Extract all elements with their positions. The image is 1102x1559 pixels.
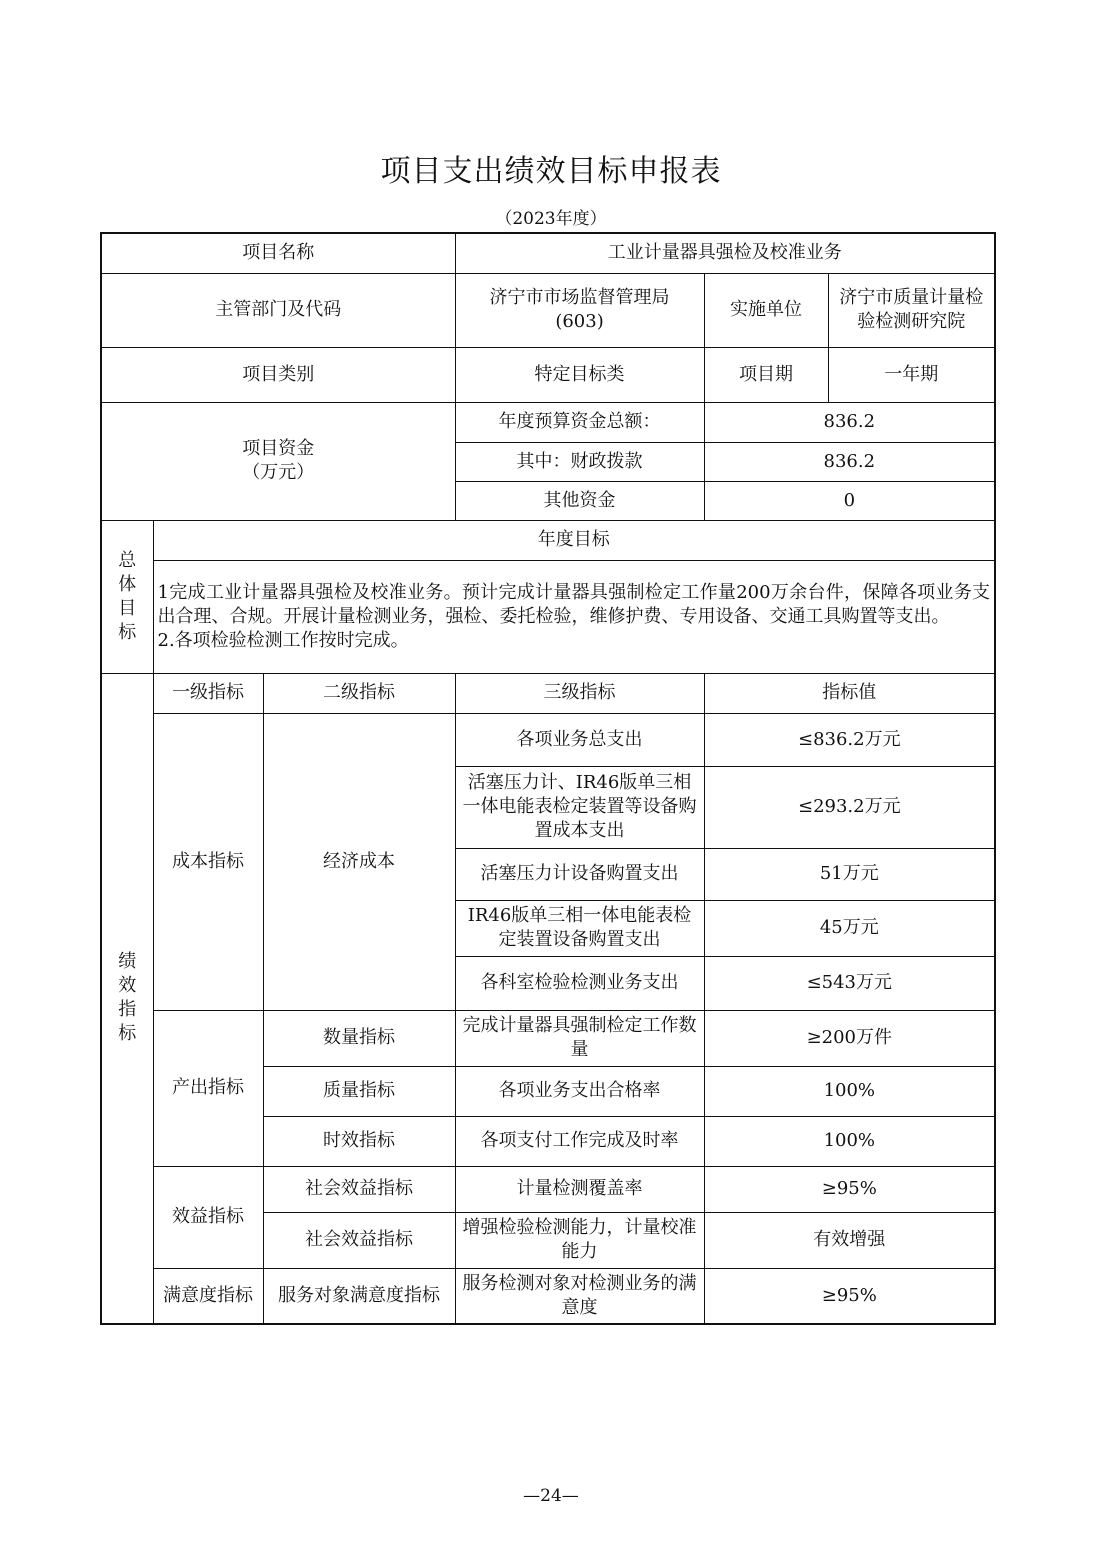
project-name-value: 工业计量器具强检及校准业务 [455, 233, 995, 273]
table-row [101, 1166, 995, 1212]
level2-quality: 质量指标 [263, 1066, 455, 1116]
indicator-cell: 增强检验检测能力，计量校准能力 [455, 1212, 704, 1268]
value-cell: 有效增强 [704, 1212, 995, 1268]
level2-economic: 经济成本 [263, 713, 455, 1010]
fund-other-label: 其他资金 [455, 481, 704, 520]
table-row [101, 1268, 995, 1324]
annual-goals-cell [153, 560, 995, 673]
level2-timeliness: 时效指标 [263, 1116, 455, 1166]
value-cell: 45万元 [704, 900, 995, 956]
category-value: 特定目标类 [455, 347, 704, 402]
value-cell: ≥200万件 [704, 1010, 995, 1066]
indicator-cell: 各项业务总支出 [455, 713, 704, 766]
indicator-cell: 各项支付工作完成及时率 [455, 1116, 704, 1166]
value-cell: ≥95% [704, 1166, 995, 1212]
indicator-cell: 各项业务支出合格率 [455, 1066, 704, 1116]
indicator-cell: 计量检测覆盖率 [455, 1166, 704, 1212]
fund-other-value: 0 [704, 481, 995, 520]
table-row [101, 673, 995, 713]
table-row [101, 1010, 995, 1066]
value-cell: 100% [704, 1066, 995, 1116]
table-row [101, 520, 995, 560]
level1-cost: 成本指标 [153, 713, 263, 1010]
value-cell: ≤293.2万元 [704, 766, 995, 848]
table-row [101, 273, 995, 347]
value-cell: ≤836.2万元 [704, 713, 995, 766]
indicator-cell: 完成计量器具强制检定工作数量 [455, 1010, 704, 1066]
annual-goal-2: 2.各项检验检测工作按时完成。 [157, 629, 409, 651]
indicator-cell: 活塞压力计、IR46版单三相一体电能表检定装置等设备购置成本支出 [455, 766, 704, 848]
report-year: （2023年度） [495, 209, 607, 229]
project-name-label: 项目名称 [101, 233, 455, 273]
performance-goal-table [100, 232, 996, 1325]
impl-unit-label: 实施单位 [704, 273, 828, 347]
table-row [101, 402, 995, 442]
dept-code: (603) [555, 311, 604, 332]
impl-unit-value: 济宁市质量计量检验检测研究院 [828, 273, 995, 347]
dept-value [455, 273, 704, 347]
annual-goal-header: 年度目标 [153, 520, 995, 560]
period-value: 一年期 [828, 347, 995, 402]
page-number: —24— [523, 1486, 579, 1506]
header-level2: 二级指标 [263, 673, 455, 713]
fund-fiscal-value: 836.2 [704, 442, 995, 481]
funds-label: 项目资金 [242, 438, 315, 459]
overall-goal-label [101, 520, 153, 673]
level2-service: 服务对象满意度指标 [263, 1268, 455, 1324]
header-level1: 一级指标 [153, 673, 263, 713]
value-cell: 51万元 [704, 848, 995, 900]
indicator-cell: 活塞压力计设备购置支出 [455, 848, 704, 900]
perf-indicator-label [101, 673, 153, 1324]
level1-satisfaction: 满意度指标 [153, 1268, 263, 1324]
fund-fiscal-label: 其中：财政拨款 [455, 442, 704, 481]
category-label: 项目类别 [101, 347, 455, 402]
level1-benefit: 效益指标 [153, 1166, 263, 1268]
indicator-cell: 各科室检验检测业务支出 [455, 956, 704, 1010]
level2-social-1: 社会效益指标 [263, 1166, 455, 1212]
page-title: 项目支出绩效目标申报表 [380, 154, 722, 189]
indicator-cell: IR46版单三相一体电能表检定装置设备购置支出 [455, 900, 704, 956]
indicator-cell: 服务检测对象对检测业务的满意度 [455, 1268, 704, 1324]
dept-label: 主管部门及代码 [101, 273, 455, 347]
level2-quantity: 数量指标 [263, 1010, 455, 1066]
level1-output: 产出指标 [153, 1010, 263, 1166]
table-row [101, 713, 995, 766]
header-level3: 三级指标 [455, 673, 704, 713]
table-row [101, 347, 995, 402]
header-value: 指标值 [704, 673, 995, 713]
fund-total-label: 年度预算资金总额： [455, 402, 704, 442]
value-cell: ≤543万元 [704, 956, 995, 1010]
fund-total-value: 836.2 [704, 402, 995, 442]
value-cell: ≥95% [704, 1268, 995, 1324]
dept-name: 济宁市市场监督管理局 [489, 287, 670, 308]
perf-indicator-text: 绩效指标 [118, 951, 137, 1045]
table-row [101, 560, 995, 673]
period-label: 项目期 [704, 347, 828, 402]
overall-goal-text: 总体目标 [118, 549, 137, 643]
table-row [101, 233, 995, 273]
funds-unit: （万元） [242, 462, 315, 483]
annual-goal-1: 1完成工业计量器具强检及校准业务。预计完成计量器具强制检定工作量200万余台件，保障各项业务支出合理、合规。开展计量检测业务，强检、委托检验，维修护费、专用设备、交通工具购置等支出。 [157, 581, 991, 627]
level2-social-2: 社会效益指标 [263, 1212, 455, 1268]
funds-label-cell [101, 402, 455, 520]
value-cell: 100% [704, 1116, 995, 1166]
